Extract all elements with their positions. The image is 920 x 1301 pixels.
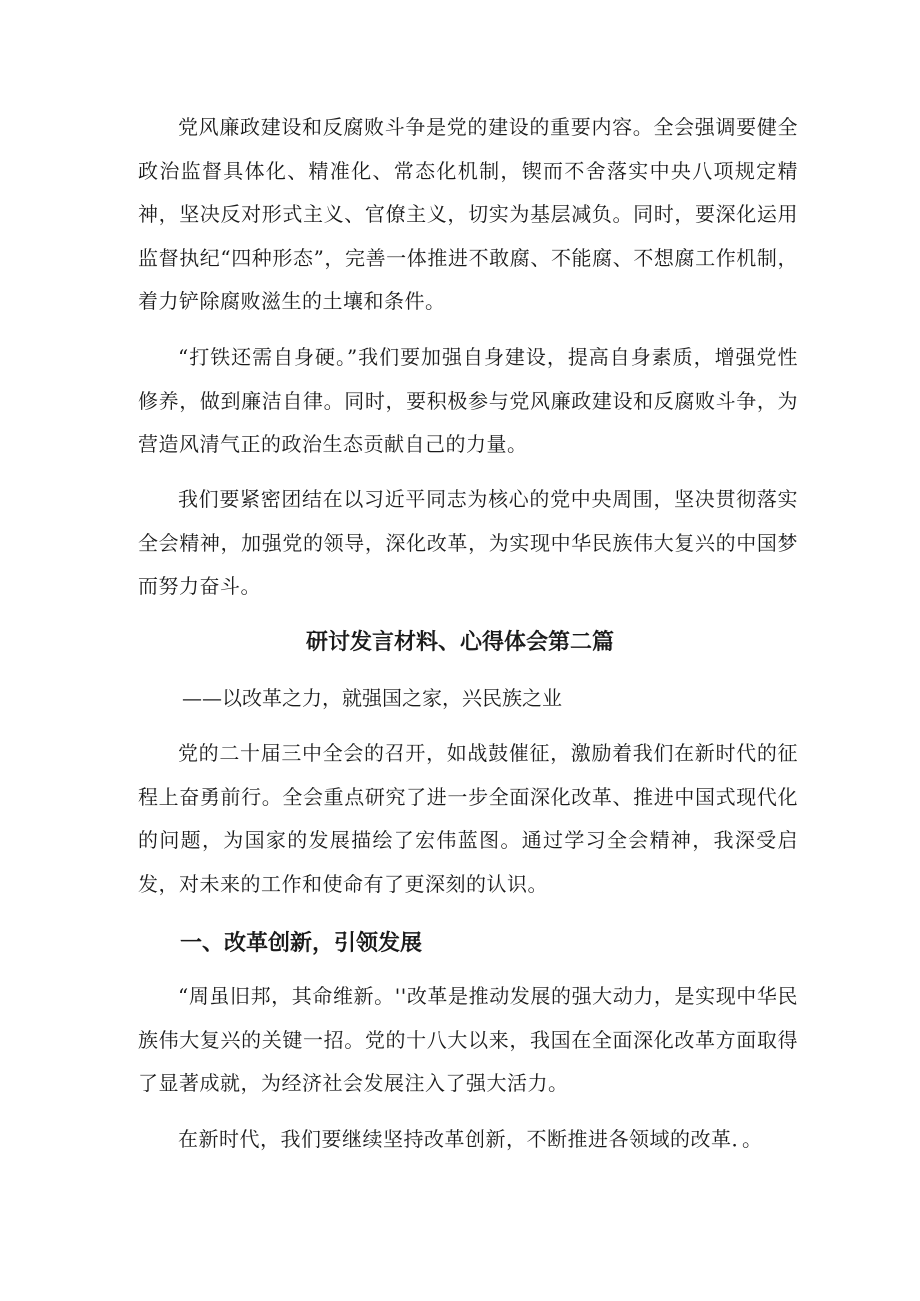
paragraph-plenum-intro: 党的二十届三中全会的召开，如战鼓催征，激励着我们在新时代的征程上奋勇前行。全会重点研究了进一步全面深化改革、推进中国式现代化的问题，为国家的发展描绘了宏伟蓝图。通过学习全会精神，我深受启发，对未来的工作和使命有了更深刻的认识。 <box>138 741 798 896</box>
article-subtitle: ——以改革之力，就强国之家，兴民族之业 <box>182 686 562 710</box>
paragraph-unite: 我们要紧密团结在以习近平同志为核心的党中央周围，坚决贯彻落实全会精神，加强党的领导，深化改革，为实现中华民族伟大复兴的中国梦而努力奋斗。 <box>138 487 798 598</box>
paragraph-reform-power: “周虽旧邦，其命维新。''改革是推动发展的强大动力，是实现中华民族伟大复兴的关键一招。党的十八大以来，我国在全面深化改革方面取得了显著成就，为经济社会发展注入了强大活力。 <box>138 984 798 1095</box>
paragraph-new-era: 在新时代，我们要继续坚持改革创新，不断推进各领域的改革．。 <box>178 1127 763 1151</box>
article-heading: 研讨发言材料、心得体会第二篇 <box>305 630 614 655</box>
section-title-reform: 一、改革创新，引领发展 <box>180 931 423 956</box>
paragraph-anti-corruption: 党风廉政建设和反腐败斗争是党的建设的重要内容。全会强调要健全政治监督具体化、精准化、常态化机制，锲而不舍落实中央八项规定精神，坚决反对形式主义、官僚主义，切实为基层减负。同时，要深化运用监督执纪“四种形态”，完善一体推进不敢腐、不能腐、不想腐工作机制，着力铲除腐败滋生的土壤和条件。 <box>138 115 798 313</box>
paragraph-self-discipline: “打铁还需自身硬。”我们要加强自身建设，提高自身素质，增强党性修养，做到廉洁自律。同时，要积极参与党风廉政建设和反腐败斗争，为营造风清气正的政治生态贡献自己的力量。 <box>138 345 798 456</box>
